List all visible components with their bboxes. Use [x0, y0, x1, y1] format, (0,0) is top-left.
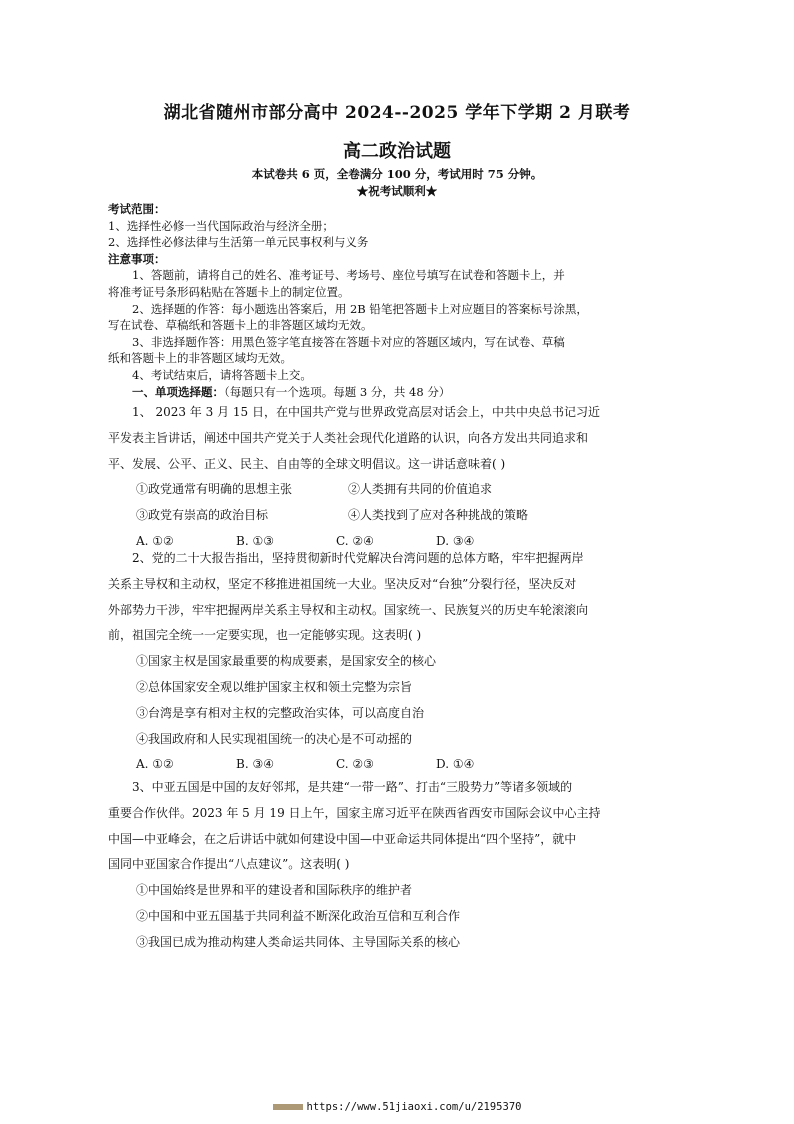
note-line: 将准考证号条形码粘贴在答题卡上的制定位置。 — [108, 284, 350, 299]
note-line: 2、选择题的作答：每小题选出答案后，用 2B 铅笔把答题卡上对应题目的答案标号涂黑， — [132, 301, 588, 316]
option-item: ①中国始终是世界和平的建设者和国际秩序的维护者 — [136, 883, 413, 898]
option-item: ④人类找到了应对各种挑战的策略 — [348, 508, 529, 523]
scope-item: 2、选择性必修法律与生活第一单元民事权利与义务 — [108, 235, 369, 250]
scope-item: 1、选择性必修一当代国际政治与经济全册； — [108, 218, 334, 233]
watermark-logo-icon — [273, 1104, 303, 1110]
choice-b: B. ③④ — [236, 757, 274, 772]
question-1 — [108, 400, 698, 555]
section-heading — [108, 384, 688, 401]
scope-heading: 考试范围： — [108, 202, 166, 216]
note-line: 4、考试结束后，请将答题卡上交。 — [132, 367, 312, 382]
option-item: ④我国政府和人民实现祖国统一的决心是不可动摇的 — [136, 731, 413, 746]
question-stem-line: 前，祖国完全统一一定要实现，也一定能够实现。这表明( ) — [108, 628, 422, 643]
exam-title: 湖北省随州市部分高中 2024--2025 学年下学期 2 月联考 — [163, 103, 631, 123]
question-stem-line: 关系主导权和主动权，坚定不移推进祖国统一大业。坚决反对“台独”分裂行径，坚决反对 — [108, 576, 577, 591]
question-stem-line: 平、发展、公平、正义、民主、自由等的全球文明倡议。这一讲话意味着( ) — [108, 456, 506, 471]
question-stem-line: 外部势力干涉，牢牢把握两岸关系主导权和主动权。国家统一、民族复兴的历史车轮滚滚向 — [108, 602, 589, 617]
note-line: 纸和答题卡上的非答题区域均无效。 — [108, 351, 292, 366]
question-stem-line: 3、中亚五国是中国的友好邻邦，是共建“一带一路”、打击“三股势力”等诸多领域的 — [132, 780, 573, 794]
section-rule: （每题只有一个选项。每题 3 分，共 48 分） — [224, 384, 451, 399]
footer-url[interactable]: https://www.51jiaoxi.com/u/2195370 — [306, 1101, 522, 1113]
exam-subtitle: 高二政治试题 — [343, 141, 451, 162]
choice-a: A. ①② — [136, 757, 174, 772]
choice-d: D. ①④ — [436, 757, 475, 772]
exam-wish: ★祝考试顺利★ — [356, 184, 438, 198]
question-stem-line: 重要合作伙伴。2023 年 5 月 19 日上午，国家主席习近平在陕西省西安市国际会议中心主持 — [108, 805, 601, 820]
option-item: ③政党有崇高的政治目标 — [136, 508, 269, 523]
question-stem-line: 1、 2023 年 3 月 15 日，在中国共产党与世界政党高层对话会上，中共中央总书记习近 — [132, 405, 600, 419]
option-item: ③台湾是享有相对主权的完整政治实体，可以高度自治 — [136, 705, 425, 720]
notes-heading: 注意事项： — [108, 251, 166, 266]
option-row — [108, 477, 698, 503]
question-stem-line: 2、党的二十大报告指出，坚持贯彻新时代党解决台湾问题的总体方略，牢牢把握两岸 — [132, 551, 584, 565]
question-2 — [108, 546, 698, 778]
question-stem-line: 中国—中亚峰会，在之后讲话中就如何建设中国—中亚命运共同体提出“四个坚持”，就中 — [108, 831, 577, 846]
note-line: 写在试卷、草稿纸和答题卡上的非答题区域均无效。 — [108, 318, 373, 333]
option-item: ①国家主权是国家最重要的构成要素，是国家安全的核心 — [136, 654, 437, 669]
option-item: ③我国已成为推动构建人类命运共同体、主导国际关系的核心 — [136, 934, 461, 949]
option-item: ①政党通常有明确的思想主张 — [136, 482, 293, 497]
section-label: 一、单项选择题： — [132, 384, 224, 399]
choice-a: A. ①② — [136, 533, 174, 548]
question-stem-line: 平发表主旨讲话，阐述中国共产党关于人类社会现代化道路的认识，向各方发出共同追求和 — [108, 430, 589, 445]
exam-scope — [108, 201, 688, 400]
note-line: 3、非选择题作答：用黑色签字笔直接答在答题卡对应的答题区域内，写在试卷、草稿 — [132, 334, 565, 349]
page-footer — [0, 1101, 794, 1113]
choice-c: C. ②④ — [336, 533, 374, 548]
exam-info: 本试卷共 6 页，全卷满分 100 分，考试用时 75 分钟。 — [251, 167, 543, 181]
note-line: 1、答题前，请将自己的姓名、准考证号、考场号、座位号填写在试卷和答题卡上，并 — [132, 268, 565, 283]
option-row — [108, 503, 698, 529]
choice-c: C. ②③ — [336, 757, 374, 772]
question-stem-line: 国同中亚国家合作提出“八点建议”。这表明( ) — [108, 857, 350, 872]
choice-b: B. ①③ — [236, 533, 274, 548]
question-3 — [108, 775, 698, 956]
option-item: ②总体国家安全观以维护国家主权和领土完整为宗旨 — [136, 679, 413, 694]
option-item: ②中国和中亚五国基于共同利益不断深化政治互信和互利合作 — [136, 908, 461, 923]
option-item: ②人类拥有共同的价值追求 — [348, 482, 493, 497]
choice-d: D. ③④ — [436, 533, 475, 548]
